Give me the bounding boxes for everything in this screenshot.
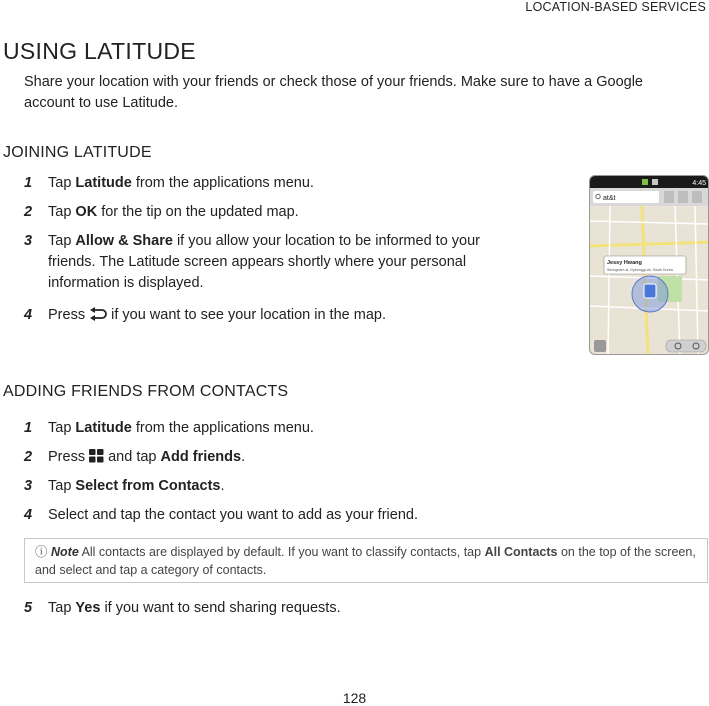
step-number: 2 xyxy=(24,449,33,465)
adding-step-1 xyxy=(0,418,560,447)
note-text: on the top of the screen, and select and tap a category of contacts. xyxy=(35,545,696,577)
page-number: 128 xyxy=(342,690,367,706)
step-number: 1 xyxy=(24,420,33,436)
joining-step-2 xyxy=(0,202,560,231)
status-time: 4:45 xyxy=(692,180,706,187)
joining-step-3 xyxy=(0,231,500,305)
note-bold: All Contacts xyxy=(484,545,558,559)
step-text: Select and tap the contact you want to add as your friend. xyxy=(48,507,418,523)
battery-icon xyxy=(652,179,658,185)
signal-icon xyxy=(642,179,648,185)
note-text: All contacts are displayed by default. If you want to classify contacts, tap xyxy=(78,545,485,559)
section-heading-joining: JOINING LATITUDE xyxy=(3,144,152,161)
adding-step-5 xyxy=(0,598,560,619)
step-number: 3 xyxy=(24,478,33,494)
places-icon[interactable] xyxy=(664,191,674,203)
step-number: 2 xyxy=(24,204,33,220)
step-text: if you want to see your location in the map. xyxy=(107,307,386,323)
phone-screenshot xyxy=(589,175,709,355)
step-number: 5 xyxy=(24,600,33,616)
joining-step-1 xyxy=(0,173,560,202)
location-icon[interactable] xyxy=(692,191,702,203)
step-text: from the applications menu. xyxy=(131,420,314,436)
step-bold: OK xyxy=(75,204,98,220)
step-text: Tap xyxy=(48,600,76,616)
page-title: USING LATITUDE xyxy=(3,38,196,64)
map-mode-button[interactable] xyxy=(594,340,606,352)
adding-step-5-container xyxy=(0,598,560,619)
popup-address: Seongnam-si, Gyeonggi-do, South Korea xyxy=(607,268,673,272)
step-bold: Latitude xyxy=(75,175,132,191)
adding-step-3 xyxy=(0,476,560,505)
running-header: LOCATION-BASED SERVICES xyxy=(525,0,706,14)
step-bold: Add friends xyxy=(160,449,242,465)
adding-step-2 xyxy=(0,447,560,476)
step-text: Tap xyxy=(48,478,76,494)
step-text: Tap xyxy=(48,420,76,436)
step-number: 4 xyxy=(24,507,33,523)
step-text: Press xyxy=(48,307,90,323)
step-number: 4 xyxy=(24,307,33,323)
step-bold: Select from Contacts xyxy=(75,478,221,494)
adding-step-4 xyxy=(0,505,560,526)
step-text: Press xyxy=(48,449,90,465)
intro-paragraph: Share your location with your friends or check those of your friends. Make sure to have a Google account to use Latitude. xyxy=(24,74,643,111)
popup-name: Jessy Hwang xyxy=(607,260,642,266)
step-bold: Allow & Share xyxy=(75,233,173,249)
step-text: . xyxy=(241,449,246,465)
step-text: Tap xyxy=(48,175,76,191)
step-number: 1 xyxy=(24,175,33,191)
search-text: at&t xyxy=(603,195,616,202)
info-icon: ⓘ xyxy=(35,545,48,559)
step-text: if you want to send sharing requests. xyxy=(100,600,341,616)
user-location-marker[interactable] xyxy=(644,284,656,298)
step-text: Tap xyxy=(48,233,76,249)
step-number: 3 xyxy=(24,233,33,249)
step-bold: Latitude xyxy=(75,420,132,436)
back-key-icon xyxy=(89,307,107,328)
note-label: Note xyxy=(51,545,79,559)
adding-steps xyxy=(0,418,560,526)
step-text: . xyxy=(220,478,225,494)
step-text: and tap xyxy=(104,449,161,465)
joining-steps xyxy=(0,173,560,328)
menu-key-icon xyxy=(89,449,104,470)
step-text: for the tip on the updated map. xyxy=(97,204,299,220)
step-text: Tap xyxy=(48,204,76,220)
joining-step-4 xyxy=(0,305,560,328)
step-text: from the applications menu. xyxy=(131,175,314,191)
note-box xyxy=(24,538,708,583)
step-text: if you allow your location to be informed to your friends. The Latitude screen appears shortly where your personal information is displayed. xyxy=(48,233,480,291)
layers-icon[interactable] xyxy=(678,191,688,203)
section-heading-adding: ADDING FRIENDS FROM CONTACTS xyxy=(3,383,289,400)
step-bold: Yes xyxy=(75,600,101,616)
